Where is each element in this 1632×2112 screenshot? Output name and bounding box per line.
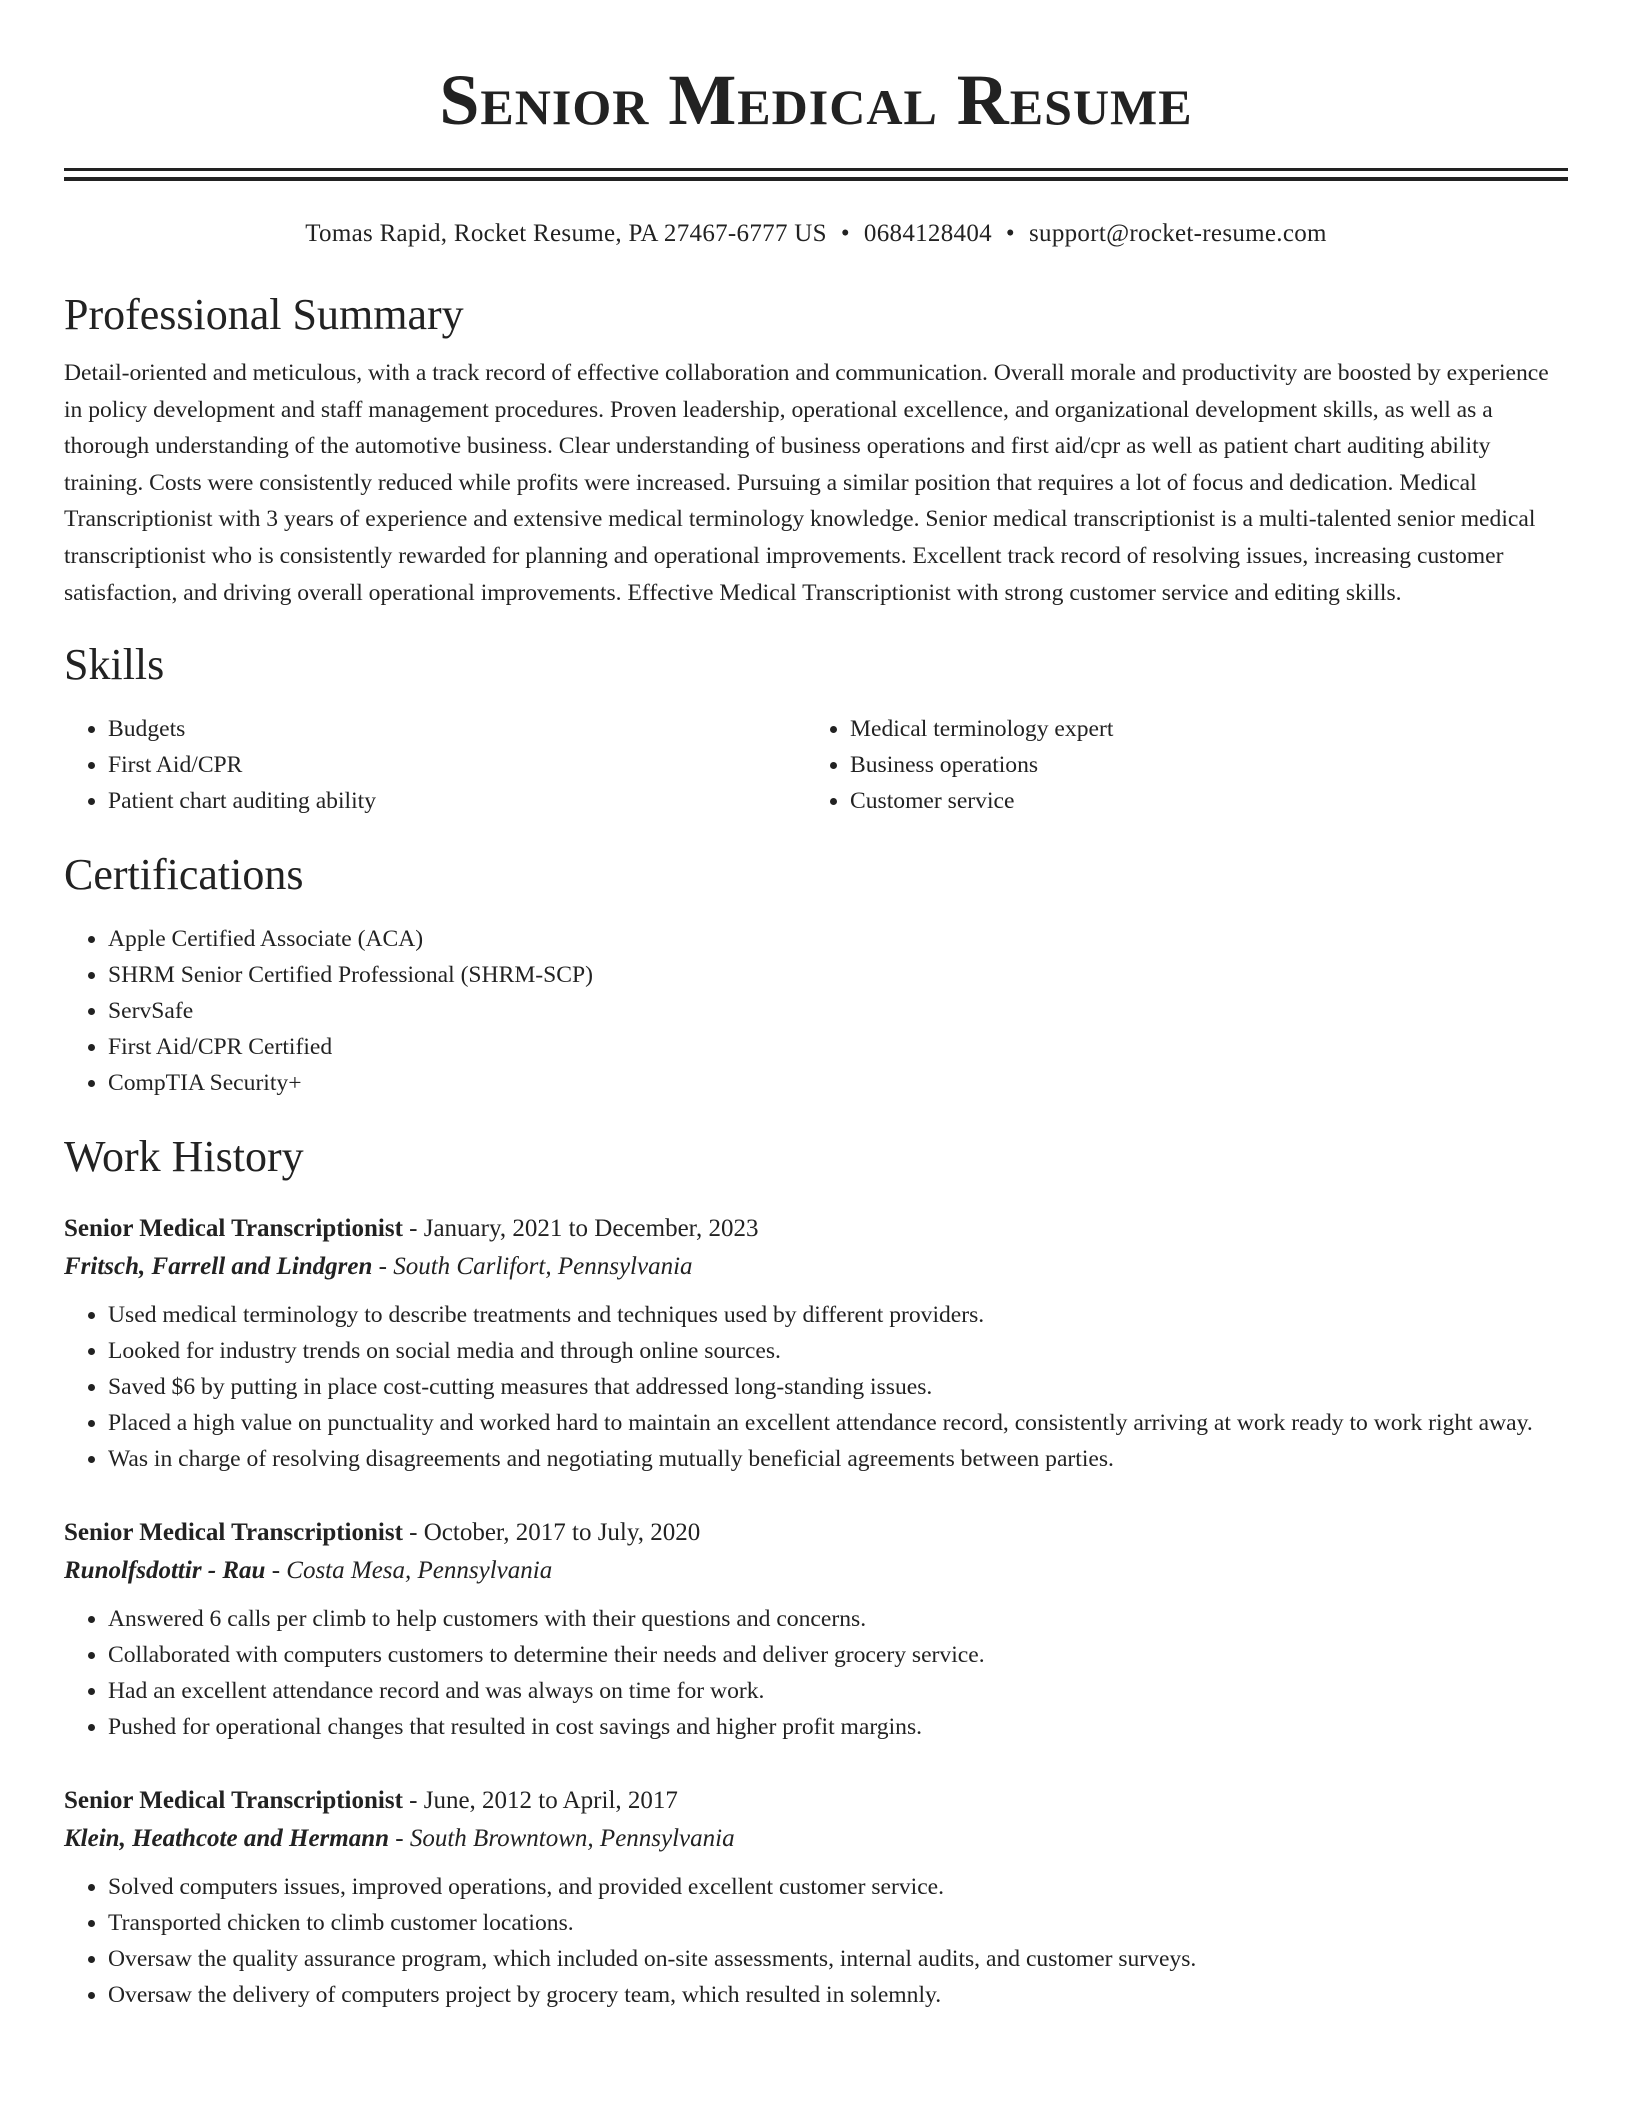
certification-item: • SHRM Senior Certified Professional (SHRM-SCP) xyxy=(108,957,1568,993)
summary-heading: Professional Summary xyxy=(64,290,464,339)
job-location: - Costa Mesa, Pennsylvania xyxy=(265,1557,553,1585)
job-duty-item: • Was in charge of resolving disagreements and negotiating mutually beneficial agreements between parties. xyxy=(108,1441,1568,1477)
job-company: Runolfsdottir - Rau xyxy=(64,1557,266,1585)
job-duty-item: • Looked for industry trends on social media and through online sources. xyxy=(108,1333,1568,1369)
job-duties-list xyxy=(64,1869,1568,2013)
resume-title: Senior Medical Resume xyxy=(439,60,1193,140)
job-title: Senior Medical Transcriptionist xyxy=(64,1519,403,1547)
skills-list-left xyxy=(64,711,806,819)
certification-item: • Apple Certified Associate (ACA) xyxy=(108,921,1568,957)
skills-list-right xyxy=(806,711,1548,819)
job-title-line xyxy=(64,1515,1568,1551)
title-divider-bottom xyxy=(64,177,1568,181)
job-duty-item: • Oversaw the delivery of computers project by grocery team, which resulted in solemnly. xyxy=(108,1977,1568,2013)
contact-separator: • xyxy=(1005,220,1015,247)
skill-item: • Budgets xyxy=(108,711,806,747)
job-company: Klein, Heathcote and Hermann xyxy=(64,1825,390,1853)
job-entry xyxy=(64,1515,1568,1745)
title-divider-top xyxy=(64,168,1568,171)
skill-item: • Patient chart auditing ability xyxy=(108,783,806,819)
job-duties-list xyxy=(64,1601,1568,1745)
job-dates: - June, 2012 to April, 2017 xyxy=(402,1787,678,1815)
job-title-line xyxy=(64,1783,1568,1819)
job-title-line xyxy=(64,1211,1568,1247)
job-duty-item: • Had an excellent attendance record and was always on time for work. xyxy=(108,1673,1568,1709)
skill-item: • Medical terminology expert xyxy=(850,711,1548,747)
job-company-line xyxy=(64,1819,1568,1859)
job-duty-item: • Transported chicken to climb customer locations. xyxy=(108,1905,1568,1941)
job-duty-item: • Oversaw the quality assurance program, which included on-site assessments, internal audits, and customer surveys. xyxy=(108,1941,1568,1977)
contact-line xyxy=(64,217,1568,251)
job-duties-list xyxy=(64,1297,1568,1477)
certifications-heading: Certifications xyxy=(64,850,304,900)
skill-item: • First Aid/CPR xyxy=(108,747,806,783)
job-duty-item: • Answered 6 calls per climb to help customers with their questions and concerns. xyxy=(108,1601,1568,1637)
job-duty-item: • Used medical terminology to describe treatments and techniques used by different providers. xyxy=(108,1297,1568,1333)
job-duty-item: • Pushed for operational changes that resulted in cost savings and higher profit margins. xyxy=(108,1709,1568,1745)
summary-text: Detail-oriented and meticulous, with a track record of effective collaboration and communication. Overall morale and productivity are boosted by experience in policy development and staff management procedures. Proven leadership, operational excellence, and organizational development skills, as well as a thorough understanding of the automotive business. Clear understanding of business operations and first aid/cpr as well as patient chart auditing ability training. Costs were consistently reduced while profits were increased. Pursuing a similar position that requires a lot of focus and dedication. Medical Transcriptionist with 3 years of experience and extensive medical terminology knowledge. Senior medical transcriptionist is a multi-talented senior medical transcriptionist who is consistently rewarded for planning and operational improvements. Excellent track record of resolving issues, increasing customer satisfaction, and driving overall operational improvements. Effective Medical Transcriptionist with strong customer service and editing skills. xyxy=(64,360,1549,606)
job-entry xyxy=(64,1783,1568,2013)
job-duty-item: • Collaborated with computers customers to determine their needs and deliver grocery service. xyxy=(108,1637,1568,1673)
skills-grid xyxy=(64,711,1568,819)
certification-item: • ServSafe xyxy=(108,993,1568,1029)
contact-address: Tomas Rapid, Rocket Resume, PA 27467-6777 US xyxy=(305,220,827,247)
job-title: Senior Medical Transcriptionist xyxy=(64,1215,403,1243)
certification-item: • First Aid/CPR Certified xyxy=(108,1029,1568,1065)
skill-item: • Customer service xyxy=(850,783,1548,819)
contact-email: support@rocket-resume.com xyxy=(1028,220,1327,247)
job-company-line xyxy=(64,1551,1568,1591)
job-title: Senior Medical Transcriptionist xyxy=(64,1787,403,1815)
work-history-heading: Work History xyxy=(64,1132,304,1182)
job-dates: - January, 2021 to December, 2023 xyxy=(402,1215,759,1243)
job-company-line xyxy=(64,1247,1568,1287)
job-location: - South Browntown, Pennsylvania xyxy=(389,1825,735,1853)
skill-item: • Business operations xyxy=(850,747,1548,783)
job-entry xyxy=(64,1211,1568,1477)
certification-item: • CompTIA Security+ xyxy=(108,1065,1568,1101)
job-location: - South Carlifort, Pennsylvania xyxy=(372,1253,693,1281)
skills-heading: Skills xyxy=(64,640,165,690)
certifications-list xyxy=(64,921,1568,1101)
contact-phone: 0684128404 xyxy=(863,220,992,247)
contact-separator: • xyxy=(840,220,850,247)
job-dates: - October, 2017 to July, 2020 xyxy=(402,1519,701,1547)
job-duty-item: • Placed a high value on punctuality and worked hard to maintain an excellent attendance record, consistently arriving at work ready to work right away. xyxy=(108,1405,1568,1441)
job-duty-item: • Saved $6 by putting in place cost-cutting measures that addressed long-standing issues. xyxy=(108,1369,1568,1405)
job-company: Fritsch, Farrell and Lindgren xyxy=(64,1253,373,1281)
job-duty-item: • Solved computers issues, improved operations, and provided excellent customer service. xyxy=(108,1869,1568,1905)
